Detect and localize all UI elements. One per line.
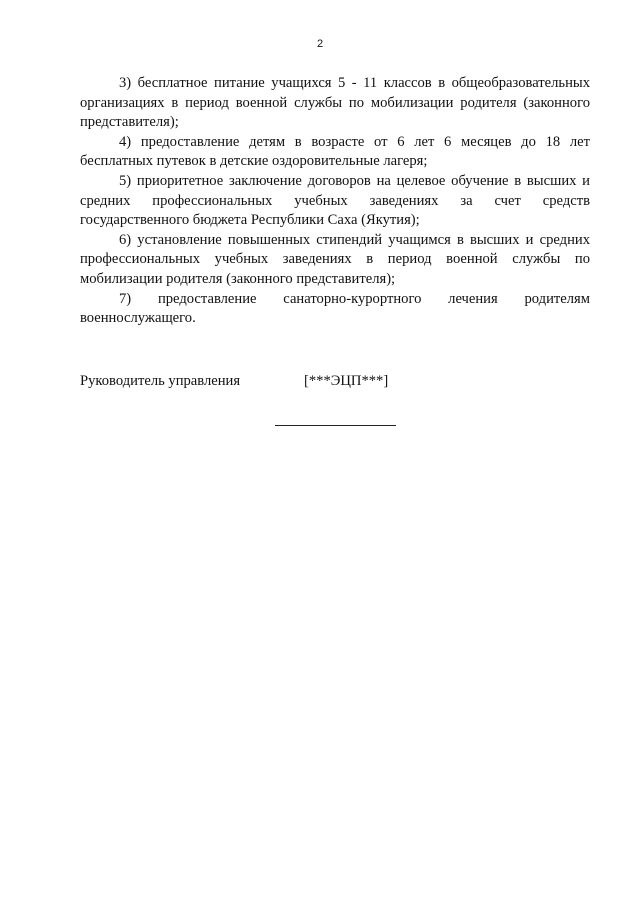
paragraph-item-5: 5) приоритетное заключение договоров на целевое обучение в высших и средних профессиональных учебных заведениях за счет средств государственного бюджета Республики Саха (Якутия); — [80, 172, 590, 229]
paragraph-item-4: 4) предоставление детям в возрасте от 6 лет 6 месяцев до 18 лет бесплатных путевок в детские оздоровительные лагеря; — [80, 133, 590, 170]
electronic-signature-stamp: [***ЭЦП***] — [304, 373, 389, 389]
paragraph-item-6: 6) установление повышенных стипендий учащимся в высших и средних профессиональных учебных заведениях в период военной службы по мобилизации родителя (законного представителя); — [80, 231, 590, 287]
document-body — [80, 74, 590, 329]
paragraph-item-7: 7) предоставление санаторно-курортного лечения родителям военнослужащего. — [80, 290, 590, 327]
signer-title: Руководитель управления — [80, 373, 241, 389]
page-number: 2 — [316, 38, 324, 50]
paragraph-item-3: 3) бесплатное питание учащихся 5 - 11 классов в общеобразовательных организациях в период военной службы по мобилизации родителя (законного представителя); — [80, 75, 590, 131]
signature-divider-line — [275, 425, 396, 426]
